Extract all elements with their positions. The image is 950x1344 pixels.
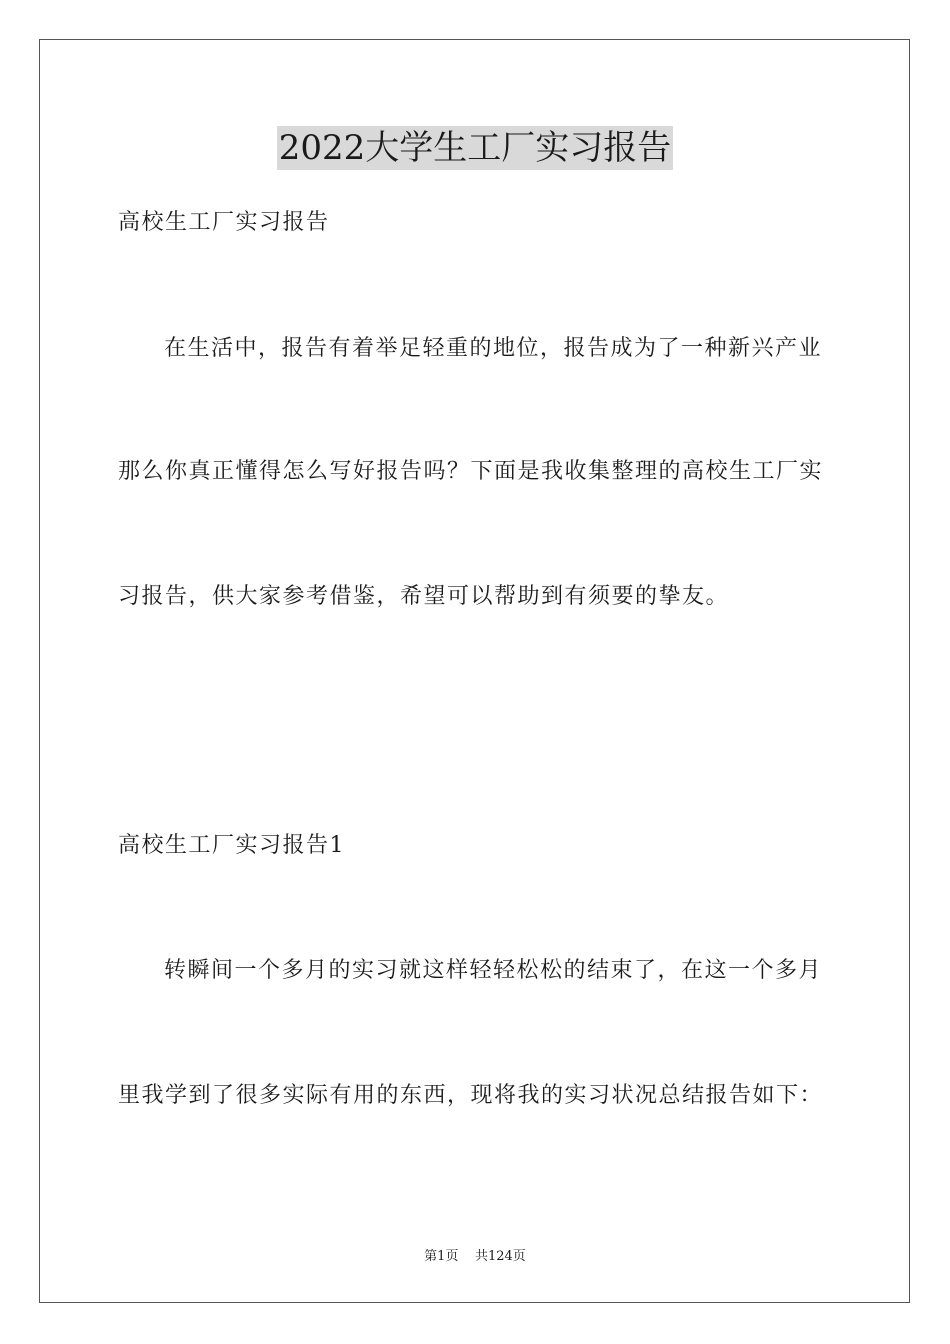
document-subtitle: 高校生工厂实习报告 bbox=[118, 210, 330, 235]
intro-line-3: 习报告，供大家参考借鉴，希望可以帮助到有须要的挚友。 bbox=[118, 584, 730, 609]
total-pages: 共124页 bbox=[474, 1249, 526, 1264]
page-number: 第1页 bbox=[424, 1249, 459, 1264]
section-line-2: 里我学到了很多实际有用的东西，现将我的实习状况总结报告如下： bbox=[118, 1083, 824, 1108]
section-heading: 高校生工厂实习报告1 bbox=[118, 833, 345, 858]
page-footer bbox=[0, 1248, 950, 1266]
intro-line-2: 那么你真正懂得怎么写好报告吗？下面是我收集整理的高校生工厂实 bbox=[118, 459, 824, 484]
intro-line-1: 在生活中，报告有着举足轻重的地位，报告成为了一种新兴产业 bbox=[164, 336, 823, 361]
document-title: 2022大学生工厂实习报告 bbox=[278, 128, 672, 168]
title-container bbox=[0, 126, 950, 170]
section-line-1: 转瞬间一个多月的实习就这样轻轻松松的结束了，在这一个多月 bbox=[164, 958, 823, 983]
